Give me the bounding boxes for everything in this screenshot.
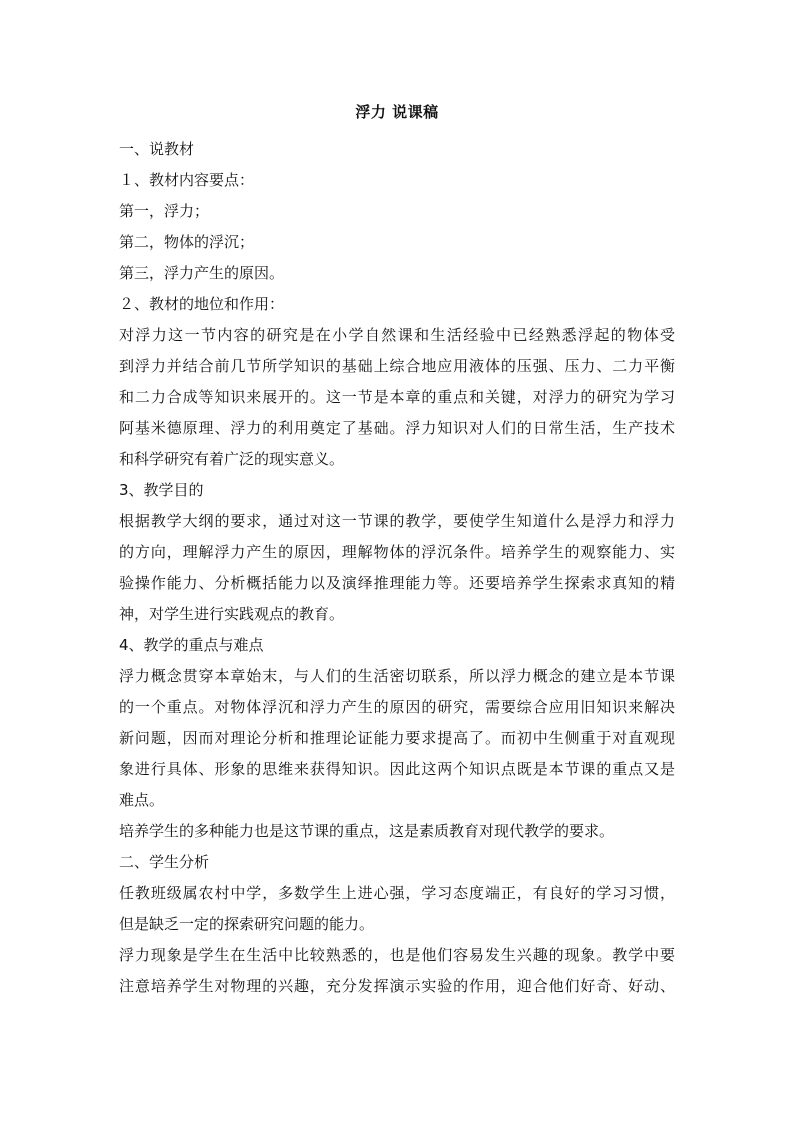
text-line: 对浮力这一节内容的研究是在小学自然课和生活经验中已经熟悉浮起的物体受	[119, 326, 675, 344]
text-line: 象进行具体、形象的思维来获得知识。因此这两个知识点既是本节课的重点又是	[119, 760, 675, 778]
text-line: 和二力合成等知识来展开的。这一节是本章的重点和关键，对浮力的研究为学习	[119, 388, 675, 406]
text-line: 第二，物体的浮沉；	[119, 233, 255, 251]
text-line: 任教班级属农村中学，多数学生上进心强，学习态度端正，有良好的学习习惯，	[119, 884, 675, 902]
text-line: 验操作能力、分析概括能力以及演绎推理能力等。还要培养学生探索求真知的精	[119, 574, 675, 592]
text-line: 的方向，理解浮力产生的原因，理解物体的浮沉条件。培养学生的观察能力、实	[119, 543, 675, 561]
text-line: 到浮力并结合前几节所学知识的基础上综合地应用液体的压强、压力、二力平衡	[119, 357, 675, 375]
text-line: 一、说教材	[119, 140, 195, 158]
text-line: 神，对学生进行实践观点的教育。	[119, 605, 345, 623]
document-title: 浮力 说课稿	[355, 103, 439, 121]
text-line: 和科学研究有着广泛的现实意义。	[119, 450, 345, 468]
text-line: 第三，浮力产生的原因。	[119, 264, 285, 282]
text-line: 3、教学目的	[119, 481, 204, 499]
text-line: 新问题，因而对理论分析和推理论证能力要求提高了。而初中生侧重于对直观现	[119, 729, 675, 747]
document-body	[119, 134, 675, 1002]
text-line: 浮力概念贯穿本章始末，与人们的生活密切联系，所以浮力概念的建立是本节课	[119, 667, 675, 685]
text-line: 4、教学的重点与难点	[119, 636, 264, 654]
text-line: 但是缺乏一定的探索研究问题的能力。	[119, 915, 375, 933]
text-line: １、教材内容要点：	[119, 171, 255, 189]
text-line: 根据教学大纲的要求，通过对这一节课的教学，要使学生知道什么是浮力和浮力	[119, 512, 675, 530]
text-line: 的一个重点。对物体浮沉和浮力产生的原因的研究，需要综合应用旧知识来解决	[119, 698, 675, 716]
text-line: ２、教材的地位和作用：	[119, 295, 285, 313]
text-line: 培养学生的多种能力也是这节课的重点，这是素质教育对现代教学的要求。	[119, 822, 615, 840]
text-line: 难点。	[119, 791, 165, 809]
text-line: 二、学生分析	[119, 853, 210, 871]
text-line: 注意培养学生对物理的兴趣，充分发挥演示实验的作用，迎合他们好奇、好动、	[119, 977, 675, 995]
text-line: 浮力现象是学生在生活中比较熟悉的，也是他们容易发生兴趣的现象。教学中要	[119, 946, 675, 964]
text-line: 第一，浮力；	[119, 202, 210, 220]
text-line: 阿基米德原理、浮力的利用奠定了基础。浮力知识对人们的日常生活，生产技术	[119, 419, 675, 437]
